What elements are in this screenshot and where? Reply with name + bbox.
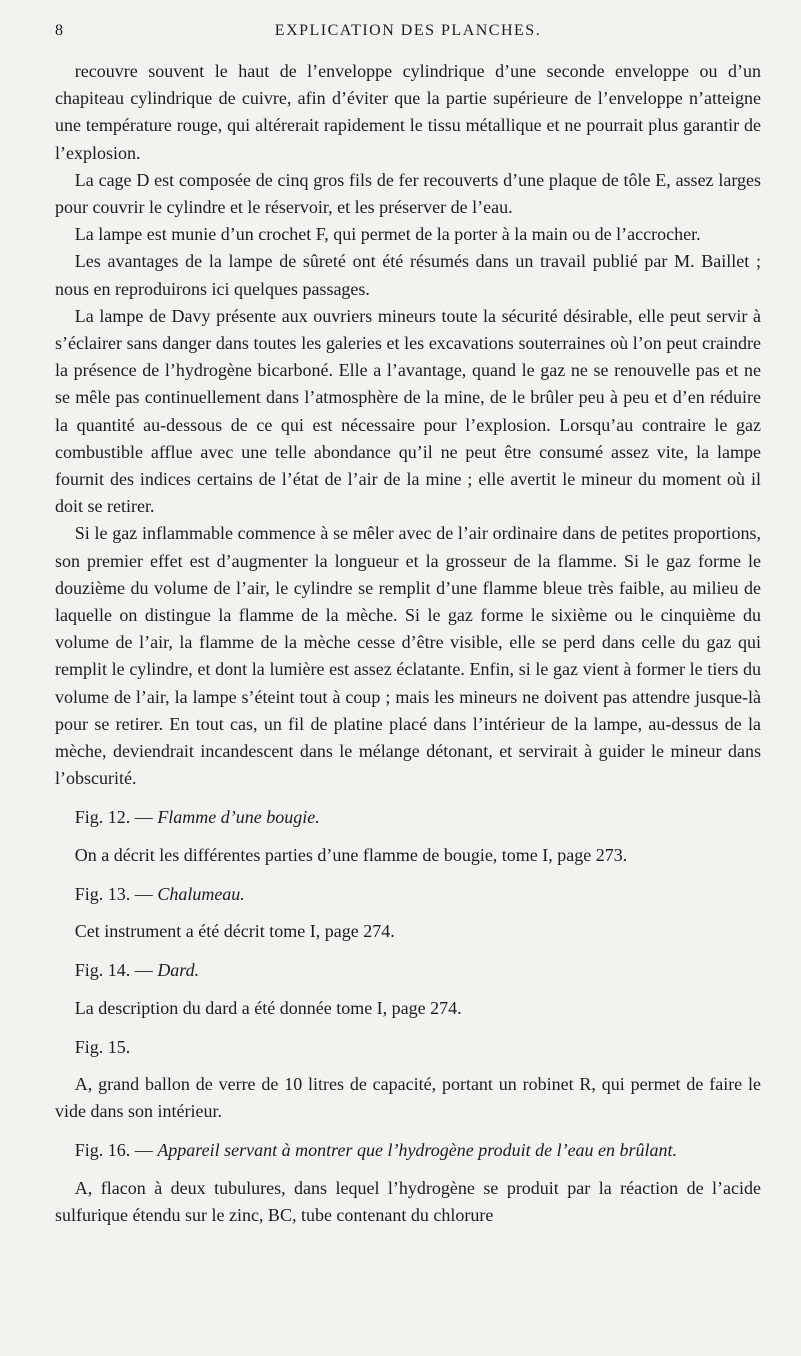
- running-title: EXPLICATION DES PLANCHES.: [274, 22, 542, 39]
- figure-caption: [55, 1137, 761, 1164]
- body-paragraph: Cet instrument a été décrit tome I, page 274.: [74, 921, 395, 942]
- page-number: 8: [55, 22, 64, 39]
- figure-label: Fig. 15.: [74, 1036, 131, 1057]
- body-paragraph: La cage D est composée de cinq gros fils de fer recouverts d’une plaque de tôle E, assez larges pour couvrir le cylindre et le réservoir, et les préserver de l’eau.: [55, 169, 761, 218]
- body-paragraph: A, grand ballon de verre de 10 litres de capacité, portant un robinet R, qui permet de faire le vide dans son intérieur.: [55, 1073, 761, 1122]
- figure-label: Fig. 12. —: [74, 807, 153, 828]
- body-paragraph: La lampe de Davy présente aux ouvriers mineurs toute la sécurité désirable, elle peut servir à s’éclairer sans danger dans toutes les galeries et les excavations souterraines où l’on peut craindre la présence de l’hydrogène bicarboné. Elle a l’avantage, quand le gaz ne se renouvelle pas et ne se mêle pas continuellement dans l’atmosphère de la mine, de le brûler peu à peu et d’en réduire la quantité au-dessous de ce qui est nécessaire pour l’explosion. Lorsqu’au contraire le gaz combustible afflue avec une telle abondance qu’il ne peut être consumé assez vite, la lampe fournit des indices certains de l’état de l’air de la mine ; elle avertit le mineur du moment où il doit se retirer.: [55, 305, 761, 517]
- figure-title: Chalumeau.: [157, 883, 245, 904]
- figure-title: Appareil servant à montrer que l’hydrogène produit de l’eau en brûlant.: [157, 1140, 678, 1161]
- figure-caption: [55, 957, 761, 984]
- book-page: [0, 22, 801, 1356]
- figure-caption: [55, 804, 761, 831]
- figure-caption: [55, 1034, 761, 1061]
- body-paragraph: On a décrit les différentes parties d’une flamme de bougie, tome I, page 273.: [74, 844, 628, 865]
- body-paragraph: La description du dard a été donnée tome I, page 274.: [74, 997, 462, 1018]
- figure-title: Flamme d’une bougie.: [157, 807, 320, 828]
- figure-label: Fig. 16. —: [74, 1140, 153, 1161]
- page-header: [55, 22, 761, 58]
- figure-label: Fig. 14. —: [74, 960, 153, 981]
- figure-caption: [55, 881, 761, 908]
- body-paragraph: Si le gaz inflammable commence à se mêler avec de l’air ordinaire dans de petites proportions, son premier effet est d’augmenter la longueur et la grosseur de la flamme. Si le gaz forme le douzième du volume de l’air, le cylindre se remplit d’une flamme bleue très faible, au milieu de laquelle on distingue la flamme de la mèche. Si le gaz forme le sixième ou le cinquième du volume de l’air, la flamme de la mèche cesse d’être visible, elle se perd dans celle du gaz qui remplit le cylindre, et dont la lumière est assez éclatante. Enfin, si le gaz vient à former le tiers du volume de l’air, la lampe s’éteint tout à coup ; mais les mineurs ne doivent pas attendre jusque-là pour se retirer. En tout cas, un fil de platine placé dans l’intérieur de la lampe, au-dessus de la mèche, deviendrait incandescent dans le mélange détonant, et servirait à guider le mineur dans l’obscurité.: [55, 523, 761, 789]
- figure-label: Fig. 13. —: [74, 883, 153, 904]
- body-paragraph: A, flacon à deux tubulures, dans lequel l’hydrogène se produit par la réaction de l’acide sulfurique étendu sur le zinc, BC, tube contenant du chlorure: [55, 1177, 761, 1225]
- body-paragraph: La lampe est munie d’un crochet F, qui permet de la porter à la main ou de l’accrocher.: [74, 224, 701, 245]
- body-paragraph: recouvre souvent le haut de l’enveloppe cylindrique d’une seconde enveloppe ou d’un chapiteau cylindrique de cuivre, afin d’éviter que la partie supérieure de l’enveloppe n’atteigne une température rouge, qui altérerait rapidement le tissu métallique et ne pourrait plus garantir de l’explosion.: [55, 61, 761, 163]
- figure-title: Dard.: [157, 960, 200, 981]
- body-paragraph: Les avantages de la lampe de sûreté ont été résumés dans un travail publié par M. Baillet ; nous en reproduirons ici quelques passages.: [55, 251, 761, 299]
- page-body: [55, 58, 761, 1229]
